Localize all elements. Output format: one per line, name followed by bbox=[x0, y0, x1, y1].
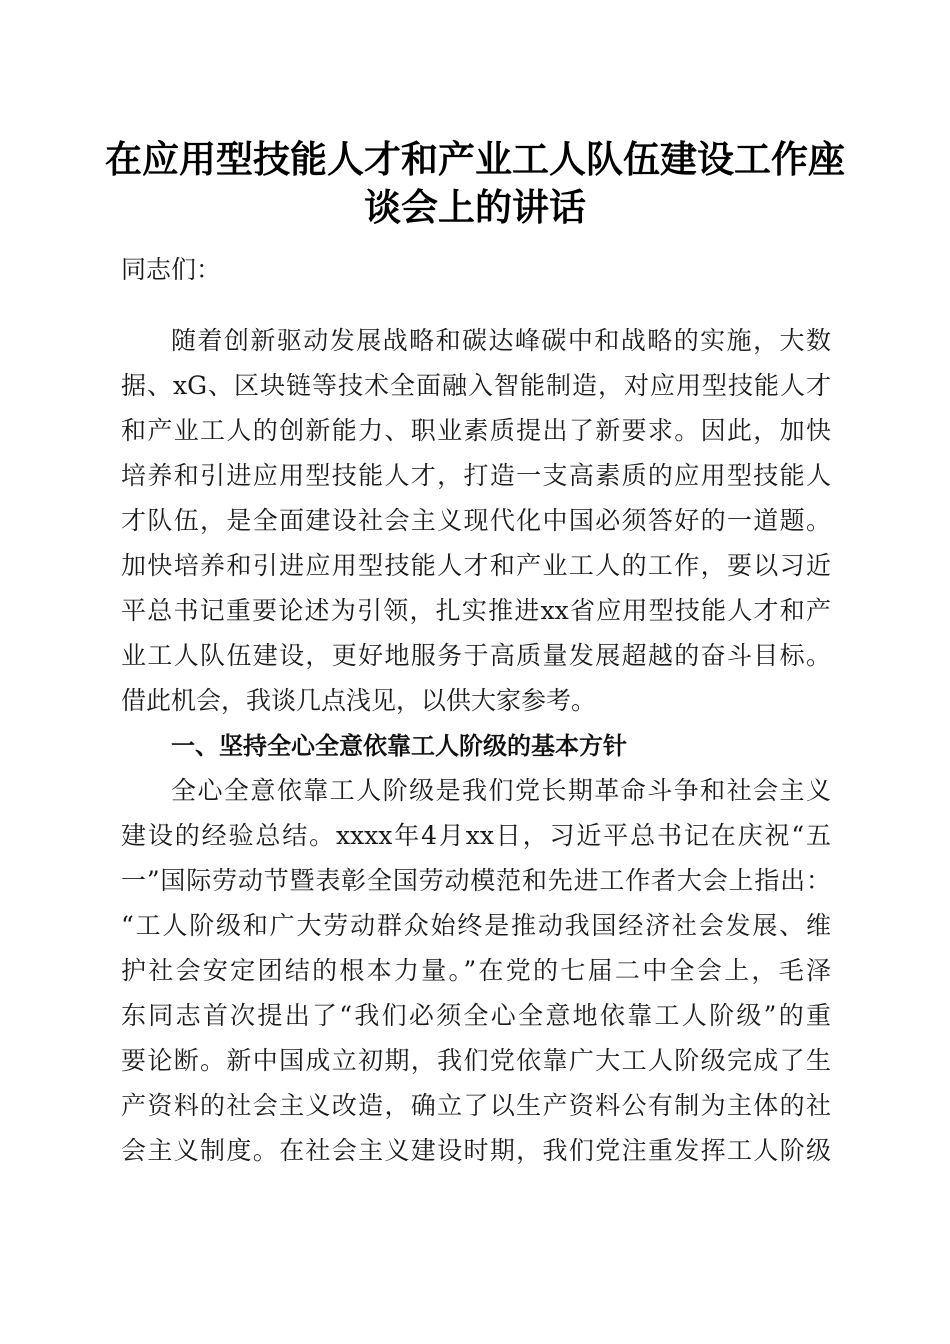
paragraph-1-line: 随着创新驱动发展战略和碳达峰碳中和战略的实施，大数 bbox=[171, 326, 831, 355]
paragraph-2-line: 一”国际劳动节暨表彰全国劳动模范和先进工作者大会上指出： bbox=[121, 866, 831, 895]
paragraph-1-line: 平总书记重要论述为引领，扎实推进xx省应用型技能人才和产 bbox=[121, 596, 831, 625]
paragraph-2-line: “工人阶级和广大劳动群众始终是推动我国经济社会发展、维 bbox=[121, 911, 831, 940]
section-heading-1: 一、坚持全心全意依靠工人阶级的基本方针 bbox=[171, 732, 627, 760]
paragraph-1-line: 业工人队伍建设，更好地服务于高质量发展超越的奋斗目标。 bbox=[121, 641, 831, 670]
paragraph-2-line: 会主义制度。在社会主义建设时期，我们党注重发挥工人阶级 bbox=[121, 1136, 831, 1165]
paragraph-2-line: 要论断。新中国成立初期，我们党依靠广大工人阶级完成了生 bbox=[121, 1046, 831, 1075]
paragraph-2-line: 护社会安定团结的根本力量。”在党的七届二中全会上，毛泽 bbox=[121, 956, 831, 985]
document-title-line-2: 谈会上的讲话 bbox=[364, 185, 586, 229]
paragraph-1-line: 借此机会，我谈几点浅见，以供大家参考。 bbox=[121, 686, 597, 715]
paragraph-1-line: 才队伍，是全面建设社会主义现代化中国必须答好的一道题。 bbox=[121, 506, 831, 535]
paragraph-1-line: 加快培养和引进应用型技能人才和产业工人的工作，要以习近 bbox=[121, 551, 831, 580]
paragraph-2-line: 全心全意依靠工人阶级是我们党长期革命斗争和社会主义 bbox=[171, 776, 831, 805]
paragraph-1-line: 和产业工人的创新能力、职业素质提出了新要求。因此，加快 bbox=[121, 416, 831, 445]
paragraph-1-line: 培养和引进应用型技能人才，打造一支高素质的应用型技能人 bbox=[121, 461, 831, 490]
document-title-line-1: 在应用型技能人才和产业工人队伍建设工作座 bbox=[105, 137, 845, 181]
paragraph-2-line: 建设的经验总结。xxxx年4月xx日，习近平总书记在庆祝“五 bbox=[121, 821, 831, 850]
paragraph-1-line: 据、xG、区块链等技术全面融入智能制造，对应用型技能人才 bbox=[121, 371, 831, 400]
salutation: 同志们： bbox=[121, 255, 222, 284]
paragraph-2-line: 东同志首次提出了“我们必须全心全意地依靠工人阶级”的重 bbox=[121, 1001, 831, 1030]
paragraph-2-line: 产资料的社会主义改造，确立了以生产资料公有制为主体的社 bbox=[121, 1091, 831, 1120]
